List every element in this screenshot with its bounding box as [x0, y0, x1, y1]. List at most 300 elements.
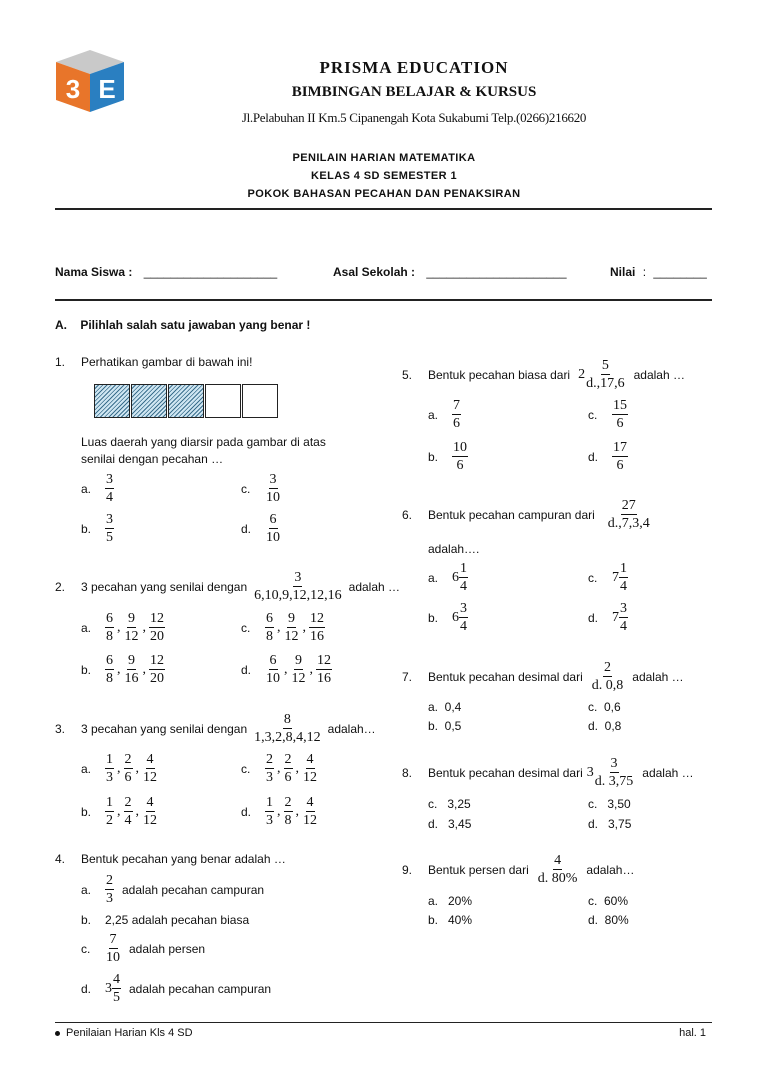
fraction: [619, 561, 628, 594]
footer-text: Penilaian Harian Kls 4 SD: [66, 1027, 193, 1039]
fraction: [452, 398, 461, 431]
numerator: 17: [613, 440, 627, 455]
denominator: 20: [150, 629, 164, 644]
option-d: [241, 512, 281, 545]
school-blank: _____________________: [426, 265, 567, 279]
denominator: d. 3,75: [594, 774, 634, 789]
numerator: 3: [620, 601, 627, 616]
numerator: 3: [610, 756, 618, 771]
numerator: 3: [269, 472, 277, 487]
numerator: 10: [453, 440, 467, 455]
fraction: [607, 498, 651, 531]
question-tail: adalah…: [327, 721, 376, 736]
option-b: [81, 795, 158, 828]
numerator: 7: [453, 398, 460, 413]
denominator: 12: [284, 629, 299, 644]
numerator: 1: [106, 795, 113, 810]
denominator: 6: [456, 458, 464, 473]
fraction: [284, 795, 293, 828]
fraction: [105, 472, 114, 505]
numerator: 1: [620, 561, 627, 576]
fraction: [253, 570, 343, 603]
option-d: d. 3,75: [588, 817, 632, 831]
fraction: [265, 512, 281, 545]
option-label: d.: [588, 449, 599, 464]
numerator: 4: [554, 853, 562, 868]
comma: ,: [277, 619, 281, 635]
numerator: 9: [128, 611, 135, 626]
question-3: [55, 712, 376, 745]
shaded-cell: [168, 384, 204, 418]
numerator: 1: [460, 561, 467, 576]
option-label: a.: [81, 761, 92, 776]
denominator: 5: [106, 530, 113, 545]
option-label: c.: [81, 941, 91, 956]
fraction: [309, 611, 325, 644]
score-field: [610, 265, 707, 279]
fraction: [105, 795, 114, 828]
numerator: 15: [613, 398, 627, 413]
fraction: [124, 795, 133, 828]
question-text: Bentuk pecahan campuran dari: [428, 507, 595, 522]
option-label: c.: [241, 620, 251, 635]
fraction: [124, 653, 140, 686]
denominator: 6: [453, 416, 460, 431]
option-text: adalah persen: [129, 941, 206, 956]
comma: ,: [284, 661, 288, 677]
option-d: [81, 972, 271, 1005]
fraction: [142, 795, 158, 828]
numerator: 27: [621, 498, 636, 513]
option-text: adalah pecahan campuran: [129, 981, 272, 996]
denominator: d.,17,6: [586, 376, 625, 391]
option-a: [81, 472, 114, 505]
denominator: 3: [266, 813, 273, 828]
question-tail: adalah….: [428, 542, 480, 556]
mixed-number: [452, 561, 468, 594]
denominator: d. 80%: [537, 871, 578, 886]
numerator: 2: [266, 752, 273, 767]
numerator: 9: [288, 611, 295, 626]
question-text: Bentuk pecahan yang benar adalah …: [81, 852, 286, 866]
question-number: 4.: [55, 852, 66, 866]
option-a: a. 20%: [428, 894, 473, 908]
denominator: 10: [266, 490, 280, 505]
numerator: 6: [266, 611, 273, 626]
option-label: a.: [428, 407, 439, 422]
comma: ,: [142, 619, 146, 635]
denominator: 12: [124, 629, 139, 644]
numerator: 4: [306, 752, 314, 767]
comma: ,: [117, 760, 121, 776]
question-number: 6.: [402, 507, 413, 522]
denominator: 16: [310, 629, 324, 644]
denominator: 4: [620, 579, 627, 594]
question-text: Bentuk pecahan desimal dari: [428, 669, 583, 684]
option-c: [588, 561, 628, 594]
denominator: 2: [106, 813, 113, 828]
numerator: 2: [604, 660, 612, 675]
exam-class: KELAS 4 SD SEMESTER 1: [311, 170, 457, 182]
numerator: 6: [269, 653, 277, 668]
denominator: 4: [460, 619, 467, 634]
whole: 2: [578, 366, 586, 382]
option-c: c. 0,6: [588, 700, 621, 714]
comma: ,: [117, 619, 121, 635]
option-label: b.: [81, 521, 92, 536]
numerator: 12: [317, 653, 331, 668]
svg-text:E: E: [98, 74, 116, 104]
question-number: 7.: [402, 669, 413, 684]
option-label: b.: [428, 610, 439, 625]
option-b: d. 3,45: [428, 817, 472, 831]
question-tail: adalah …: [642, 765, 694, 780]
fraction: [149, 611, 165, 644]
fraction: [284, 752, 293, 785]
question-5: [402, 358, 685, 391]
denominator: 8: [106, 629, 113, 644]
name-field: [55, 265, 277, 279]
comma: ,: [295, 760, 299, 776]
denominator: 4: [106, 490, 113, 505]
option-a: [428, 561, 468, 594]
whole: 7: [612, 569, 619, 585]
comma: ,: [135, 760, 139, 776]
fraction: [142, 752, 158, 785]
comma: ,: [117, 803, 121, 819]
denominator: 12: [143, 770, 157, 785]
fraction: [612, 440, 628, 473]
fraction: [105, 512, 114, 545]
whole: 3: [105, 980, 112, 996]
fraction: [612, 398, 628, 431]
whole: 6: [452, 569, 459, 585]
numerator: 3: [106, 472, 113, 487]
numerator: 2: [124, 795, 132, 810]
numerator: 6: [106, 611, 113, 626]
mixed-number: [587, 756, 635, 789]
question-1: [55, 355, 252, 369]
denominator: 3: [106, 891, 113, 906]
exam-title: PENILAIN HARIAN MATEMATIKA: [292, 152, 476, 164]
numerator: 3: [460, 601, 467, 616]
option-label: b.: [81, 662, 92, 677]
denominator: 6,10,9,12,12,16: [254, 588, 342, 603]
option-c: c. 3,50: [588, 797, 631, 811]
fraction: [452, 440, 468, 473]
option-b: [81, 913, 249, 927]
fraction: [105, 611, 114, 644]
numerator: 12: [150, 653, 164, 668]
question-number: 2.: [55, 579, 66, 594]
org-address: Jl.Pelabuhan II Km.5 Cipanengah Kota Sukabumi Telp.(0266)216620: [241, 110, 587, 125]
fraction: [265, 752, 274, 785]
question-text: Perhatikan gambar di bawah ini!: [81, 355, 253, 369]
question-number: 1.: [55, 355, 66, 369]
numerator: 4: [146, 752, 154, 767]
question-tail: adalah …: [633, 367, 685, 382]
numerator: 1: [106, 752, 113, 767]
question-tail: adalah…: [586, 862, 635, 877]
mixed-number: [452, 601, 468, 634]
comma: ,: [277, 803, 281, 819]
denominator: 12: [303, 813, 317, 828]
option-c: [241, 611, 325, 644]
page-number: hal. 1: [679, 1027, 706, 1039]
mixed-number: [578, 358, 626, 391]
bullet-icon: [55, 1031, 60, 1036]
header-divider: [55, 208, 712, 210]
option-b: [81, 512, 114, 545]
whole: 7: [612, 609, 619, 625]
numerator: 2: [106, 873, 113, 888]
fraction: [105, 873, 114, 906]
fraction: [316, 653, 332, 686]
fraction-figure: [94, 384, 280, 418]
option-d: [588, 440, 628, 473]
fraction: [284, 611, 300, 644]
numerator: 3: [106, 512, 113, 527]
option-b: b. 40%: [428, 913, 473, 927]
option-c: [241, 752, 318, 785]
option-b: b. 0,5: [428, 719, 462, 733]
denominator: 3: [266, 770, 273, 785]
denominator: 8: [266, 629, 273, 644]
fraction: [302, 752, 318, 785]
denominator: 16: [124, 671, 139, 686]
section-a-heading: A. Pilihlah salah satu jawaban yang benar !: [55, 318, 311, 332]
option-d: [588, 601, 628, 634]
numerator: 2: [124, 752, 132, 767]
comma: ,: [302, 619, 306, 635]
fraction: [537, 853, 579, 886]
fraction: [124, 611, 140, 644]
denominator: 12: [291, 671, 306, 686]
option-d: [241, 653, 332, 686]
numerator: 5: [601, 358, 609, 373]
question-number: 9.: [402, 862, 413, 877]
option-b: [428, 440, 468, 473]
option-label: c.: [241, 761, 251, 776]
question-tail: adalah …: [632, 669, 684, 684]
empty-cell: [242, 384, 278, 418]
option-label: b.: [81, 913, 92, 927]
comma: ,: [142, 661, 146, 677]
denominator: 16: [317, 671, 331, 686]
shaded-cell: [94, 384, 130, 418]
option-label: b.: [428, 449, 439, 464]
numerator: 2: [284, 752, 292, 767]
score-sep: :: [642, 265, 647, 279]
fraction: [459, 561, 468, 594]
fraction: [265, 472, 281, 505]
option-label: c.: [588, 570, 598, 585]
denominator: 3: [106, 770, 113, 785]
option-label: d.: [241, 521, 252, 536]
denominator: d. 0,8: [591, 678, 624, 693]
denominator: 4: [124, 813, 132, 828]
comma: ,: [309, 661, 313, 677]
denominator: 8: [106, 671, 113, 686]
denominator: 6: [616, 458, 624, 473]
numerator: 12: [150, 611, 164, 626]
option-a: c. 3,25: [428, 797, 471, 811]
option-label: d.: [81, 981, 92, 996]
option-label: a.: [81, 620, 92, 635]
option-a: [81, 611, 165, 644]
question-number: 3.: [55, 721, 66, 736]
fraction: [112, 972, 121, 1005]
comma: ,: [277, 760, 281, 776]
option-label: d.: [588, 610, 599, 625]
option-d: d. 0,8: [588, 719, 622, 733]
mixed-number: [105, 972, 121, 1005]
mixed-number: [612, 561, 628, 594]
fraction: [149, 653, 165, 686]
comma: ,: [117, 661, 121, 677]
fraction: [105, 653, 114, 686]
denominator: d.,7,3,4: [607, 516, 650, 531]
denominator: 10: [266, 530, 280, 545]
question-text: Bentuk pecahan biasa dari: [428, 367, 571, 382]
option-b: [81, 653, 165, 686]
school-label: Asal Sekolah :: [333, 265, 416, 279]
denominator: 4: [620, 619, 627, 634]
question-number: 5.: [402, 367, 413, 382]
fraction: [265, 653, 281, 686]
fraction: [105, 932, 121, 965]
numerator: 9: [295, 653, 302, 668]
name-label: Nama Siswa :: [55, 265, 133, 279]
option-label: a.: [81, 882, 92, 897]
denominator: 12: [143, 813, 157, 828]
fraction: [591, 660, 625, 693]
fraction: [459, 601, 468, 634]
score-label: Nilai: [610, 265, 636, 279]
desc-line: senilai dengan pecahan …: [81, 452, 224, 466]
question-8: [402, 756, 694, 789]
mixed-number: [612, 601, 628, 634]
comma: ,: [295, 803, 299, 819]
fraction: [302, 795, 318, 828]
org-title: PRISMA EDUCATION: [319, 58, 509, 77]
fraction: [265, 611, 274, 644]
fraction: [105, 752, 114, 785]
question-7: [402, 660, 684, 693]
whole: 3: [586, 764, 594, 780]
org-subtitle: BIMBINGAN BELAJAR & KURSUS: [291, 84, 537, 100]
footer-left: [55, 1027, 193, 1039]
numerator: 12: [310, 611, 324, 626]
denominator: 12: [303, 770, 317, 785]
numerator: 4: [306, 795, 314, 810]
question-1-desc: [81, 435, 326, 466]
numerator: 9: [128, 653, 135, 668]
option-label: c.: [241, 481, 251, 496]
score-blank: ________: [653, 265, 707, 279]
option-c: [81, 932, 205, 965]
option-label: d.: [241, 804, 252, 819]
option-c: [588, 398, 628, 431]
fields-divider: [55, 299, 712, 301]
shaded-cell: [131, 384, 167, 418]
denominator: 8: [284, 813, 292, 828]
question-4: [55, 852, 286, 866]
denominator: 1,3,2,8,4,12: [254, 730, 321, 745]
option-a: [81, 873, 264, 906]
question-tail: adalah …: [348, 579, 401, 594]
question-text: 3 pecahan yang senilai dengan: [81, 579, 248, 594]
comma: ,: [135, 803, 139, 819]
denominator: 10: [106, 950, 120, 965]
fraction: [265, 795, 274, 828]
numerator: 6: [106, 653, 113, 668]
option-text: 2,25 adalah pecahan biasa: [105, 913, 250, 927]
question-number: 8.: [402, 765, 413, 780]
option-text: adalah pecahan campuran: [122, 882, 265, 897]
empty-cell: [205, 384, 241, 418]
numerator: 4: [146, 795, 154, 810]
question-6: [402, 498, 651, 531]
question-text: Bentuk pecahan desimal dari: [428, 765, 583, 780]
numerator: 6: [269, 512, 277, 527]
numerator: 7: [109, 932, 117, 947]
exam-topic: POKOK BAHASAN PECAHAN DAN PENAKSIRAN: [247, 188, 521, 200]
option-label: a.: [428, 570, 439, 585]
fraction: [124, 752, 133, 785]
denominator: 5: [113, 990, 120, 1005]
option-c: c. 60%: [588, 894, 629, 908]
school-field: [333, 265, 567, 279]
option-d: [241, 795, 318, 828]
fraction: [594, 756, 635, 789]
numerator: 3: [294, 570, 302, 585]
denominator: 6: [284, 770, 292, 785]
numerator: 2: [284, 795, 292, 810]
option-c: [241, 472, 281, 505]
footer-divider: [55, 1022, 712, 1023]
whole: 6: [452, 609, 459, 625]
svg-text:3: 3: [65, 74, 81, 104]
question-2: [55, 570, 400, 603]
option-label: b.: [81, 804, 92, 819]
denominator: 4: [460, 579, 467, 594]
fraction: [291, 653, 307, 686]
option-label: c.: [588, 407, 598, 422]
question-text: 3 pecahan yang senilai dengan: [81, 721, 248, 736]
fraction: [253, 712, 322, 745]
option-a: [81, 752, 158, 785]
question-text: Bentuk persen dari: [428, 862, 529, 877]
denominator: 10: [266, 671, 280, 686]
numerator: 1: [266, 795, 273, 810]
option-b: [428, 601, 468, 634]
denominator: 6: [124, 770, 132, 785]
denominator: 20: [150, 671, 164, 686]
numerator: 4: [113, 972, 120, 987]
option-label: d.: [241, 662, 252, 677]
fraction: [619, 601, 628, 634]
name-blank: ____________________: [143, 265, 278, 279]
numerator: 8: [283, 712, 291, 727]
denominator: 6: [616, 416, 624, 431]
option-a: a. 0,4: [428, 700, 462, 714]
desc-line: Luas daerah yang diarsir pada gambar di atas: [81, 435, 326, 449]
option-a: [428, 398, 461, 431]
option-label: a.: [81, 481, 92, 496]
fraction: [585, 358, 626, 391]
option-d: d. 80%: [588, 913, 629, 927]
